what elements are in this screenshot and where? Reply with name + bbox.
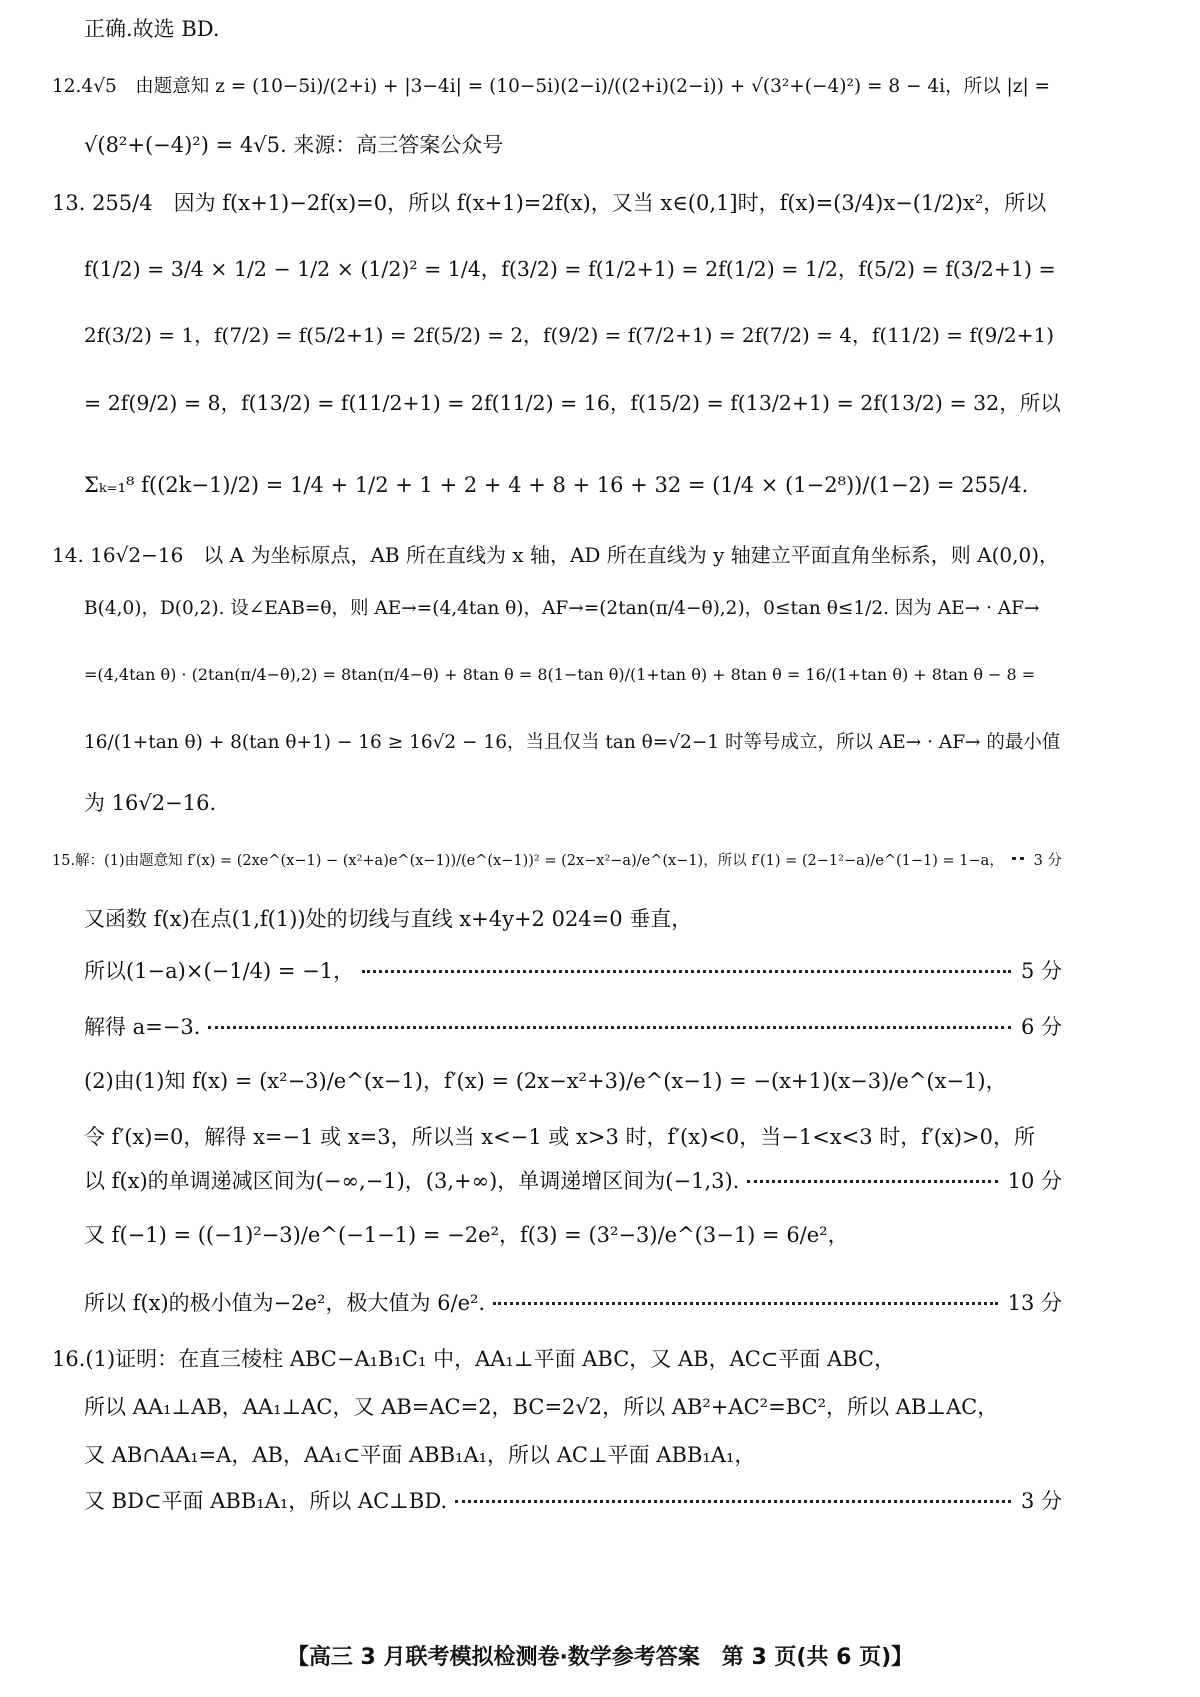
text-line: 又 f(−1) = ((−1)²−3)/e^(−1−1) = −2e²，f(3) = (3²−3)/e^(3−1) = 6/e²， xyxy=(84,1223,849,1247)
scored-line xyxy=(84,1012,1062,1042)
text-line: = 2f(9/2) = 8，f(13/2) = f(11/2+1) = 2f(11/2) = 16，f(15/2) = f(13/2+1) = 2f(13/2) = 32，所以 xyxy=(84,391,1061,415)
page-footer: 【高三 3 月联考模拟检测卷·数学参考答案 第 3 页(共 6 页)】 xyxy=(286,1645,914,1670)
text-line: =(4,4tan θ) · (2tan(π/4−θ),2) = 8tan(π/4−θ) + 8tan θ = 8(1−tan θ)/(1+tan θ) + 8tan θ = 16/(1+tan θ) + 8tan θ − 8 = xyxy=(84,665,1036,684)
score-label: 10 分 xyxy=(1007,1169,1062,1193)
dot-leader xyxy=(455,1498,1011,1503)
text-line: 15.解：(1)由题意知 f′(x) = (2xe^(x−1) − (x²+a)e^(x−1))/(e^(x−1))² = (2x−x²−a)/e^(x−1)，所以 f′(1) = (2−1²−a)/e^(1−1) = 1−a， xyxy=(52,853,1004,869)
text-line: 又函数 f(x)在点(1,f(1))处的切线与直线 x+4y+2 024=0 垂直， xyxy=(84,907,693,931)
text-line: 又 AB∩AA₁=A，AB，AA₁⊂平面 ABB₁A₁，所以 AC⊥平面 ABB₁A₁， xyxy=(84,1443,756,1467)
answer-15-line xyxy=(52,846,1062,876)
text-line: 16/(1+tan θ) + 8(tan θ+1) − 16 ≥ 16√2 − 16，当且仅当 tan θ=√2−1 时等号成立，所以 AE→ · AF→ 的最小值 xyxy=(84,732,1061,753)
dot-leader xyxy=(1012,855,1024,860)
answer-16: 16.(1)证明：在直三棱柱 ABC−A₁B₁C₁ 中，AA₁⊥平面 ABC，又 AB，AC⊂平面 ABC， xyxy=(52,1347,896,1371)
text-line: 所以 f(x)的极小值为−2e²，极大值为 6/e². xyxy=(84,1291,486,1315)
text-line: 令 f′(x)=0，解得 x=−1 或 x=3，所以当 x<−1 或 x>3 时，f′(x)<0，当−1<x<3 时，f′(x)>0，所 xyxy=(84,1125,1035,1149)
text-line: 以 f(x)的单调递减区间为(−∞,−1)，(3,+∞)，单调递增区间为(−1,3). xyxy=(84,1169,740,1193)
score-label: 13 分 xyxy=(1007,1291,1062,1315)
scored-line xyxy=(84,1288,1062,1318)
dot-leader xyxy=(493,1300,997,1305)
answer-12: 12.4√5 由题意知 z = (10−5i)/(2+i) + |3−4i| = (10−5i)(2−i)/((2+i)(2−i)) + √(3²+(−4)²) = 8 − 4i，所以 |z| = xyxy=(52,76,1051,97)
dot-leader xyxy=(208,1024,1011,1029)
scored-line xyxy=(84,1486,1062,1516)
text-line: (2)由(1)知 f(x) = (x²−3)/e^(x−1)，f′(x) = (2x−x²+3)/e^(x−1) = −(x+1)(x−3)/e^(x−1)， xyxy=(84,1069,1007,1093)
text-line: √(8²+(−4)²) = 4√5. 来源：高三答案公众号 xyxy=(84,133,504,157)
text-line: 解得 a=−3. xyxy=(84,1015,201,1039)
score-label: 3 分 xyxy=(1020,1489,1062,1513)
text-line: B(4,0)，D(0,2). 设∠EAB=θ，则 AE→=(4,4tan θ)，AF→=(2tan(π/4−θ),2)，0≤tan θ≤1/2. 因为 AE→ · AF→ xyxy=(84,598,1040,619)
text-line: 2f(3/2) = 1，f(7/2) = f(5/2+1) = 2f(5/2) = 2，f(9/2) = f(7/2+1) = 2f(7/2) = 4，f(11/2) = f(9/2+1) xyxy=(84,323,1055,347)
score-label: 5 分 xyxy=(1020,959,1062,983)
score-label: 3 分 xyxy=(1033,853,1062,869)
text-line: 所以 AA₁⊥AB，AA₁⊥AC，又 AB=AC=2，BC=2√2，所以 AB²+AC²=BC²，所以 AB⊥AC， xyxy=(84,1395,999,1419)
text-line: Σₖ₌₁⁸ f((2k−1)/2) = 1/4 + 1/2 + 1 + 2 + 4 + 8 + 16 + 32 = (1/4 × (1−2⁸))/(1−2) = 255/4. xyxy=(84,473,1029,497)
text-line: 为 16√2−16. xyxy=(84,791,217,815)
text-line: f(1/2) = 3/4 × 1/2 − 1/2 × (1/2)² = 1/4，f(3/2) = f(1/2+1) = 2f(1/2) = 1/2，f(5/2) = f(3/2+1) = xyxy=(84,257,1056,281)
dot-leader xyxy=(747,1178,997,1183)
score-label: 6 分 xyxy=(1020,1015,1062,1039)
answer-13: 13. 255/4 因为 f(x+1)−2f(x)=0，所以 f(x+1)=2f(x)，又当 x∈(0,1]时，f(x)=(3/4)x−(1/2)x²，所以 xyxy=(52,191,1047,215)
dot-leader xyxy=(362,968,1011,973)
scored-line xyxy=(84,956,1062,986)
text-line: 又 BD⊂平面 ABB₁A₁，所以 AC⊥BD. xyxy=(84,1489,448,1513)
text-line: 所以(1−a)×(−1/4) = −1， xyxy=(84,959,355,983)
scored-line xyxy=(84,1166,1062,1196)
answer-14: 14. 16√2−16 以 A 为坐标原点，AB 所在直线为 x 轴，AD 所在直线为 y 轴建立平面直角坐标系，则 A(0,0)， xyxy=(52,543,1060,567)
text-line: 正确.故选 BD. xyxy=(84,17,220,41)
